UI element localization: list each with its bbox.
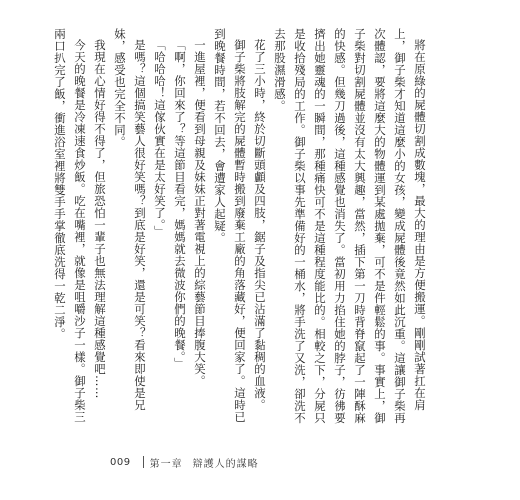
paragraph: 御子柴將肢解完的屍體暫時搬到廢棄工廠的角落藏好，便回家了。這時已到晚餐時間，若不回去，會遭家人起疑。 [213, 28, 247, 424]
paragraph: 我現在心情好得不得了，但旅恐怕一輩子也無法理解這種感覺吧…… [93, 39, 107, 400]
paragraph: 今天的晚餐是冷凍速食炒飯。吃在嘴裡，就像是咀嚼沙子一樣。御子柴三兩口扒完了飯，衝進浴室裡將雙手手掌徹底洗得一乾二淨。 [53, 28, 87, 424]
chapter-title: 辯護人的謀略 [192, 458, 259, 470]
paragraph: 一進屋裡，便看到母親及妹妹正對著電視上的綜藝節目捧腹大笑。 [193, 39, 207, 388]
paragraph: 「哈哈哈！這傢伙實在是太好笑了。」 [153, 39, 167, 238]
chapter-label: 第一章 [149, 458, 183, 470]
footer-divider [143, 456, 144, 468]
page-number: 009 [110, 456, 131, 468]
paragraph: 是嗎？這個搞笑藝人很好笑嗎？到底是好笑，還是可笑？看來即使是兄妹，感受也完全不同。 [113, 28, 147, 412]
paragraph: 花了三小時，終於切斷頭顱及四肢，鋸子及指尖已沾滿了黏稠的血液。 [253, 39, 267, 412]
page-footer [110, 454, 259, 470]
vertical-text-body [53, 28, 430, 428]
paragraph: 將在原綠的屍體切割成數塊，最大的理由是方便搬運。剛剛試著扛在肩上，御子柴才知道這麼小的女孩，變成屍體後竟然如此沉重。這讓御子柴再次體認，要將這麼大的物體運到某處拋棄，可不是件輕鬆的事。事實上，御子柴對切割屍體並沒有太大興趣，當然，插下第一刀時背脊竄起了一陣酥麻的快感。但幾刀過後，這種感覺也消失了。當初用力掐住她的脖子，彷彿要擠出她靈魂的一瞬間，那種痛快可不是這種程度能比的。相較之下，分屍只是收拾殘局的工作。御子柴以事先準備好的一桶水，將手洗了又洗，卻洗不去那股濕滑感。 [273, 28, 427, 424]
paragraph: 「啊，你回來了？等這節目看完，媽媽就去微波你們的晚餐。」 [173, 39, 187, 370]
